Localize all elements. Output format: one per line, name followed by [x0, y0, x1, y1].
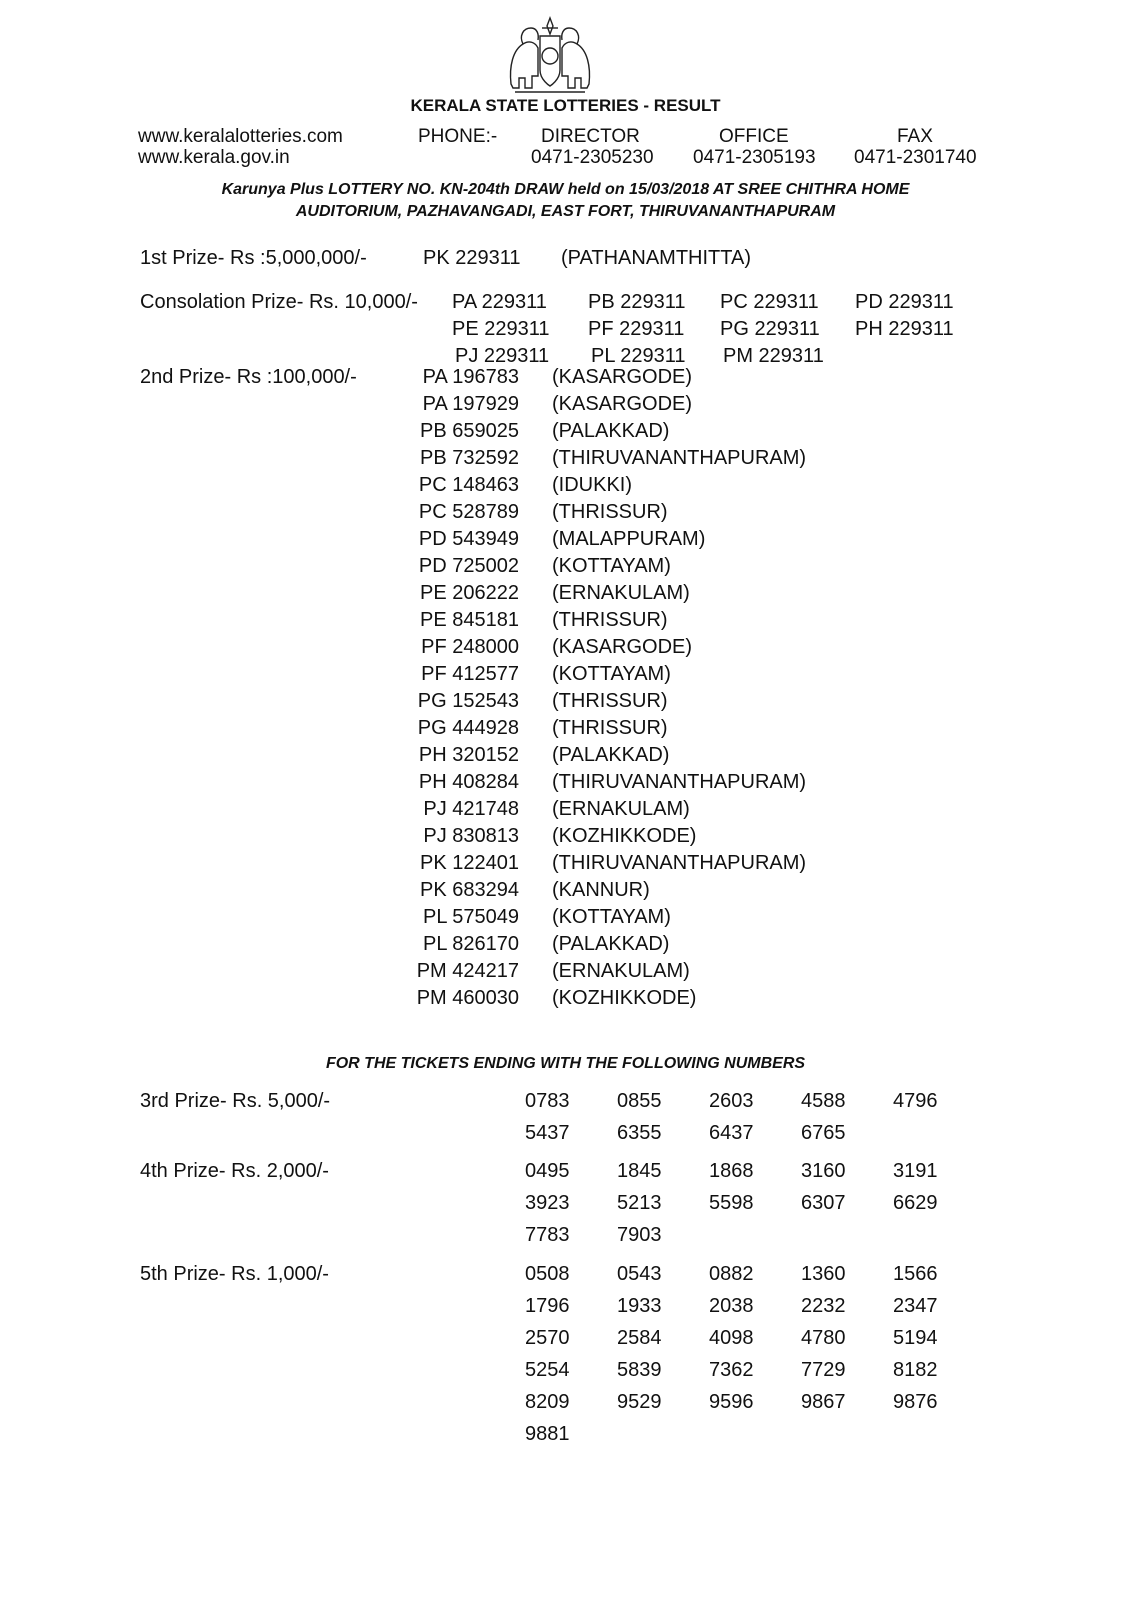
second-prize-place: (PALAKKAD): [552, 933, 670, 955]
second-prize-place: (KANNUR): [552, 879, 650, 901]
fourth-prize-number: 1845: [617, 1160, 662, 1182]
second-prize-ticket: PA 197929: [422, 393, 519, 415]
second-prize-place: (THRISSUR): [552, 717, 668, 739]
consolation-ticket: PC 229311: [720, 291, 819, 313]
second-prize-ticket: PM 460030: [416, 987, 519, 1009]
second-prize-ticket: PF 248000: [421, 636, 519, 658]
fourth-prize-number: 3160: [801, 1160, 846, 1182]
second-prize-place: (ERNAKULAM): [552, 960, 690, 982]
second-prize-place: (PALAKKAD): [552, 744, 670, 766]
second-prize-ticket: PL 826170: [422, 933, 519, 955]
consolation-ticket: PJ 229311: [455, 345, 550, 367]
second-prize-place: (THIRUVANANTHAPURAM): [552, 771, 807, 793]
consolation-ticket: PH 229311: [855, 318, 954, 340]
fifth-prize-number: 0543: [617, 1263, 662, 1285]
fifth-prize-number: 1360: [801, 1263, 846, 1285]
third-prize-number: 5437: [525, 1122, 570, 1144]
second-prize-place: (THRISSUR): [552, 501, 668, 523]
second-prize-place: (ERNAKULAM): [552, 798, 690, 820]
fifth-prize-number: 2584: [617, 1327, 662, 1349]
consolation-ticket: PE 229311: [452, 318, 550, 340]
fifth-prize-number: 5194: [893, 1327, 938, 1349]
director-label: DIRECTOR: [541, 126, 640, 147]
fifth-prize-number: 9867: [801, 1391, 846, 1413]
fax-label: FAX: [897, 126, 933, 147]
second-prize-place: (KASARGODE): [552, 393, 693, 415]
second-prize-ticket: PF 412577: [421, 663, 519, 685]
fifth-prize-number: 5839: [617, 1359, 662, 1381]
fourth-prize-number: 6307: [801, 1192, 846, 1214]
consolation-ticket: PD 229311: [855, 291, 954, 313]
second-prize-place: (KOTTAYAM): [552, 663, 671, 685]
fifth-prize-number: 8182: [893, 1359, 938, 1381]
fifth-prize-number: 7362: [709, 1359, 754, 1381]
fourth-prize-number: 5598: [709, 1192, 754, 1214]
second-prize-place: (KOZHIKKODE): [552, 987, 697, 1009]
third-prize-number: 0855: [617, 1090, 662, 1112]
third-prize-number: 4588: [801, 1090, 846, 1112]
fifth-prize-number: 9529: [617, 1391, 662, 1413]
second-prize-place: (MALAPPURAM): [552, 528, 706, 550]
second-prize-place: (ERNAKULAM): [552, 582, 690, 604]
phone-label: PHONE:-: [418, 126, 498, 147]
fifth-prize-number: 4098: [709, 1327, 754, 1349]
second-prize-ticket: PA 196783: [422, 366, 519, 388]
fifth-prize-number: 2347: [893, 1295, 938, 1317]
second-prize-place: (KASARGODE): [552, 636, 693, 658]
third-prize-label: 3rd Prize- Rs. 5,000/-: [140, 1090, 331, 1112]
second-prize-ticket: PL 575049: [422, 906, 519, 928]
fifth-prize-label: 5th Prize- Rs. 1,000/-: [140, 1263, 329, 1285]
third-prize-number: 6437: [709, 1122, 754, 1144]
first-prize-label: 1st Prize- Rs :5,000,000/-: [140, 247, 367, 269]
second-prize-ticket: PJ 830813: [423, 825, 519, 847]
fax-phone: 0471-2301740: [854, 147, 977, 168]
second-prize-ticket: PM 424217: [416, 960, 519, 982]
consolation-ticket: PA 229311: [452, 291, 547, 313]
third-prize-number: 6355: [617, 1122, 662, 1144]
second-prize-place: (THIRUVANANTHAPURAM): [552, 852, 807, 874]
second-prize-place: (KOZHIKKODE): [552, 825, 697, 847]
consolation-ticket: PF 229311: [588, 318, 685, 340]
second-prize-ticket: PH 408284: [418, 771, 519, 793]
fourth-prize-number: 5213: [617, 1192, 662, 1214]
fourth-prize-number: 6629: [893, 1192, 938, 1214]
second-prize-ticket: PD 543949: [418, 528, 519, 550]
fifth-prize-number: 2570: [525, 1327, 570, 1349]
fourth-prize-number: 7903: [617, 1224, 662, 1246]
third-prize-number: 0783: [525, 1090, 570, 1112]
second-prize-ticket: PC 528789: [418, 501, 519, 523]
fifth-prize-number: 5254: [525, 1359, 570, 1381]
second-prize-place: (PALAKKAD): [552, 420, 670, 442]
consolation-prize-label: Consolation Prize- Rs. 10,000/-: [140, 291, 418, 313]
fourth-prize-number: 3191: [893, 1160, 938, 1182]
consolation-ticket: PB 229311: [588, 291, 686, 313]
fifth-prize-number: 4780: [801, 1327, 846, 1349]
second-prize-label: 2nd Prize- Rs :100,000/-: [140, 366, 357, 388]
fifth-prize-number: 9876: [893, 1391, 938, 1413]
fifth-prize-number: 2232: [801, 1295, 846, 1317]
second-prize-ticket: PB 732592: [420, 447, 519, 469]
second-prize-ticket: PE 845181: [420, 609, 519, 631]
second-prize-ticket: PE 206222: [420, 582, 519, 604]
fourth-prize-number: 7783: [525, 1224, 570, 1246]
fifth-prize-number: 1796: [525, 1295, 570, 1317]
fourth-prize-label: 4th Prize- Rs. 2,000/-: [140, 1160, 329, 1182]
second-prize-ticket: PG 444928: [417, 717, 519, 739]
third-prize-number: 4796: [893, 1090, 938, 1112]
fifth-prize-number: 0508: [525, 1263, 570, 1285]
second-prize-place: (KOTTAYAM): [552, 906, 671, 928]
third-prize-number: 2603: [709, 1090, 754, 1112]
second-prize-place: (THRISSUR): [552, 690, 668, 712]
second-prize-ticket: PD 725002: [418, 555, 519, 577]
director-phone: 0471-2305230: [531, 147, 654, 168]
fifth-prize-number: 0882: [709, 1263, 754, 1285]
second-prize-ticket: PB 659025: [420, 420, 519, 442]
draw-info-line1: Karunya Plus LOTTERY NO. KN-204th DRAW held on 15/03/2018 AT SREE CHITHRA HOME: [221, 181, 910, 198]
first-prize-ticket: PK 229311: [423, 247, 521, 269]
second-prize-ticket: PK 683294: [420, 879, 519, 901]
second-prize-ticket: PH 320152: [418, 744, 519, 766]
fifth-prize-number: 8209: [525, 1391, 570, 1413]
website-link-keralalotteries[interactable]: www.keralalotteries.com: [138, 126, 343, 147]
third-prize-number: 6765: [801, 1122, 846, 1144]
fourth-prize-number: 1868: [709, 1160, 754, 1182]
draw-info-line2: AUDITORIUM, PAZHAVANGADI, EAST FORT, THIRUVANANTHAPURAM: [295, 203, 836, 220]
consolation-ticket: PM 229311: [723, 345, 824, 367]
second-prize-ticket: PC 148463: [418, 474, 519, 496]
ending-numbers-heading: FOR THE TICKETS ENDING WITH THE FOLLOWING NUMBERS: [325, 1055, 806, 1072]
website-link-kerala-gov[interactable]: www.kerala.gov.in: [138, 147, 290, 168]
second-prize-place: (IDUKKI): [552, 474, 632, 496]
fifth-prize-number: 7729: [801, 1359, 846, 1381]
fourth-prize-number: 3923: [525, 1192, 570, 1214]
fifth-prize-number: 9881: [525, 1423, 570, 1445]
second-prize-place: (KOTTAYAM): [552, 555, 671, 577]
consolation-ticket: PL 229311: [591, 345, 686, 367]
office-label: OFFICE: [719, 126, 789, 147]
second-prize-place: (KASARGODE): [552, 366, 693, 388]
first-prize-place: (PATHANAMTHITTA): [561, 247, 751, 269]
kerala-emblem-icon: [505, 14, 595, 96]
fifth-prize-number: 2038: [709, 1295, 754, 1317]
page-title: KERALA STATE LOTTERIES - RESULT: [410, 96, 721, 115]
second-prize-ticket: PK 122401: [420, 852, 519, 874]
fifth-prize-number: 1566: [893, 1263, 938, 1285]
second-prize-ticket: PJ 421748: [423, 798, 519, 820]
second-prize-place: (THIRUVANANTHAPURAM): [552, 447, 807, 469]
second-prize-place: (THRISSUR): [552, 609, 668, 631]
office-phone: 0471-2305193: [693, 147, 816, 168]
fifth-prize-number: 9596: [709, 1391, 754, 1413]
fourth-prize-number: 0495: [525, 1160, 570, 1182]
fifth-prize-number: 1933: [617, 1295, 662, 1317]
consolation-ticket: PG 229311: [720, 318, 820, 340]
second-prize-ticket: PG 152543: [417, 690, 519, 712]
